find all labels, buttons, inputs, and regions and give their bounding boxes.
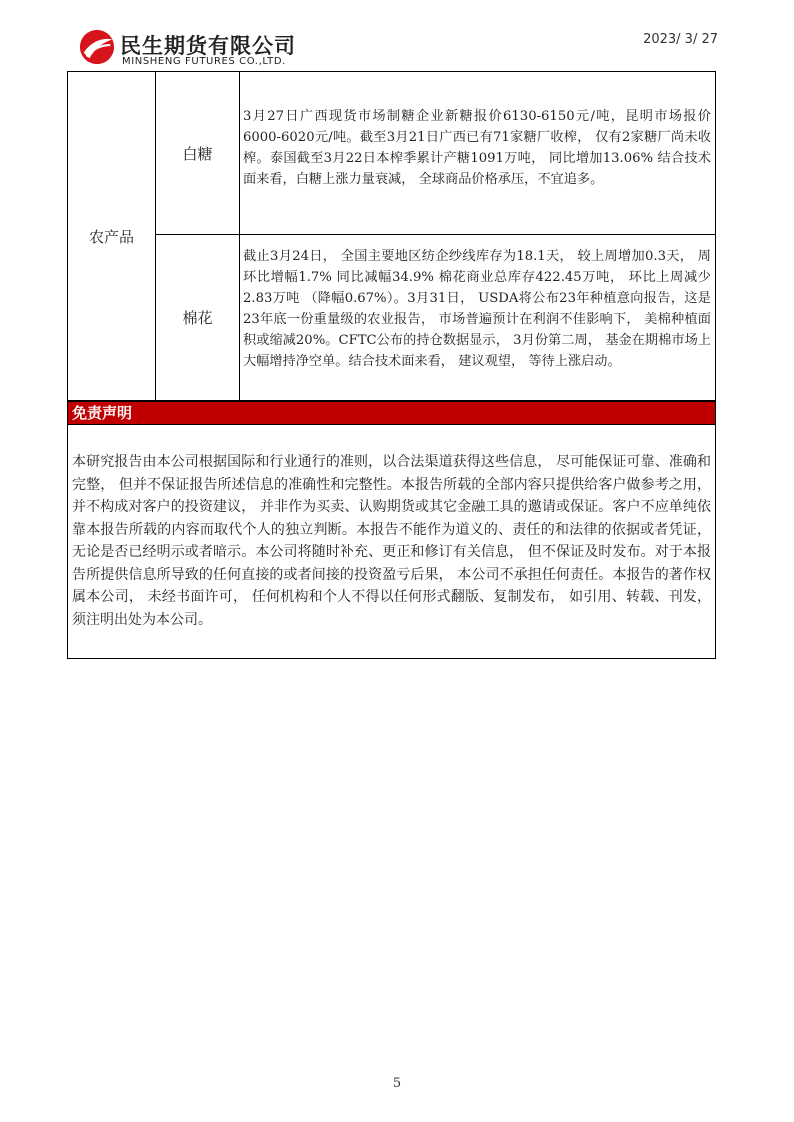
commodity-table [67,71,716,401]
page-header [0,0,794,72]
sugar-commentary: 3月27日广西现货市场制糖企业新糖报价6130-6150元/吨，昆明市场报价6000-6020元/吨。截至3月21日广西已有71家糖厂收榨， 仅有2家糖厂尚未收榨。泰国截至3月22日本榨季累计产糖1091万吨， 同比增加13.06% 结合技术面来看，白糖上涨力量衰减， 全球商品价格承压，不宜追多。 [243,109,711,187]
row-divider [156,234,716,235]
report-date: 2023/ 3/ 27 [643,32,718,47]
disclaimer-body: 本研究报告由本公司根据国际和行业通行的准则，以合法渠道获得这些信息， 尽可能保证可靠、准确和完整， 但并不保证报告所述信息的准确性和完整性。本报告所载的全部内容只提供给客户做参考之用， 并不构成对客户的投资建议， 并非作为买卖、认购期货或其它金融工具的邀请或保证。客户不应单纯依靠本报告所载的内容而取代个人的独立判断。本报告不能作为道义的、责任的和法律的依据或者凭证， 无论是否已经明示或者暗示。本公司将随时补充、更正和修订有关信息， 但不保证及时发布。对于本报告所提供信息所导致的任何直接的或者间接的投资盈亏后果， 本公司不承担任何责任。本报告的著作权属本公司， 未经书面许可， 任何机构和个人不得以任何形式翻版、复制发布， 如引用、转载、刊发， 须注明出处为本公司。 [67,425,716,659]
cotton-commentary: 截止3月24日， 全国主要地区纺企纱线库存为18.1天， 较上周增加0.3天， 周环比增幅1.7% 同比减幅34.9% 棉花商业总库存422.45万吨， 环比上周减少2.83万吨 （降幅0.67%）。3月31日， USDA将公布23年种植意向报告，这是23年底一份重量级的农业报告， 市场普遍预计在利润不佳影响下， 美棉种植面积或缩减20%。CFTC公布的持仓数据显示， 3月份第二周， 基金在期棉市场上大幅增持净空单。结合技术面来看， 建议观望， 等待上涨启动。 [243,249,711,369]
item-cell-cotton: 棉花 [156,235,240,400]
company-name-en: MINSHENG FUTURES CO.,LTD. [122,56,286,67]
company-name-cn: 民生期货有限公司 [120,34,296,58]
minsheng-logo-icon [78,28,116,66]
category-cell: 农产品 [68,72,156,400]
page-number: 5 [392,1076,402,1091]
disclaimer-title: 免责声明 [67,401,716,425]
item-cell-sugar: 白糖 [156,72,240,234]
